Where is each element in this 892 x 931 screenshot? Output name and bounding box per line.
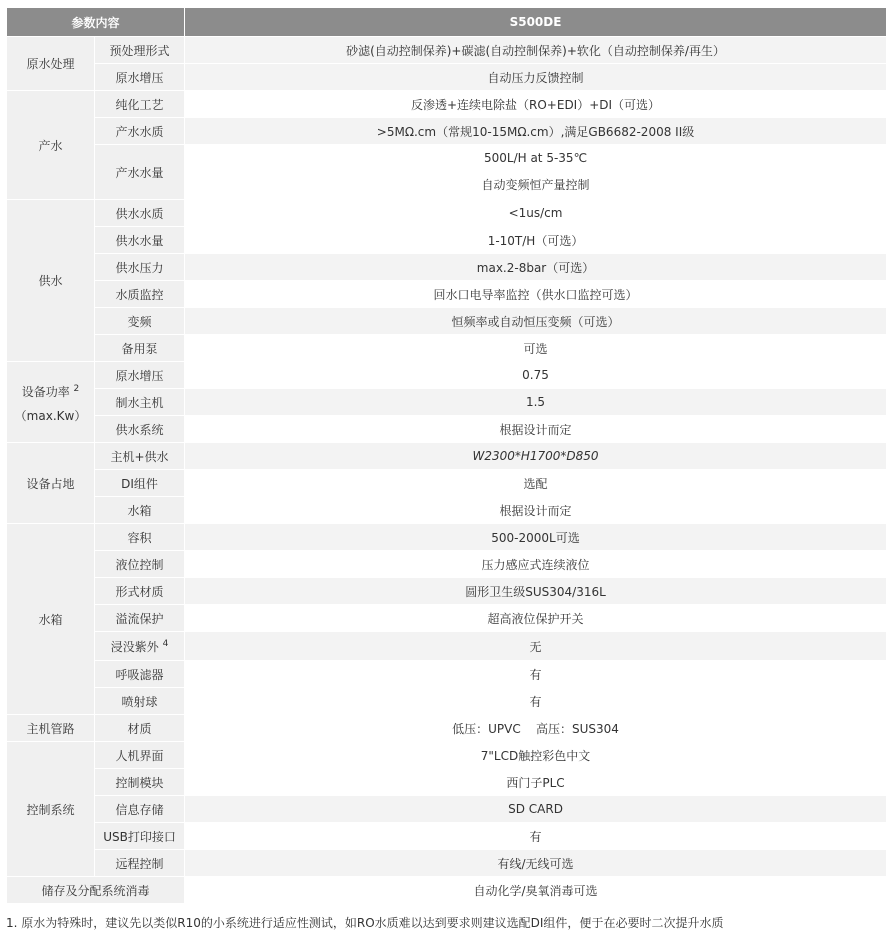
table-row: [7, 254, 887, 281]
param-value: 可选: [185, 335, 887, 362]
table-row: [7, 389, 887, 416]
header-param: 参数内容: [7, 8, 185, 37]
table-row: [7, 308, 887, 335]
param-value: >5MΩ.cm（常规10-15MΩ.cm）,满足GB6682-2008 II级: [185, 118, 887, 145]
param-name: 喷射球: [95, 688, 185, 715]
param-value-line1: 500L/H at 5-35℃: [483, 151, 588, 165]
category-production: 产水: [7, 91, 95, 200]
param-name: 远程控制: [95, 850, 185, 877]
param-value: 反渗透+连续电除盐（RO+EDI）+DI（可选）: [185, 91, 887, 118]
param-name: 液位控制: [95, 551, 185, 578]
param-name: 主机+供水: [95, 443, 185, 470]
param-name: 水箱: [95, 497, 185, 524]
table-row: [7, 470, 887, 497]
header-model: S500DE: [185, 8, 887, 37]
param-value: 恒频率或自动恒压变频（可选）: [185, 308, 887, 335]
param-value: 西门子PLC: [185, 769, 887, 796]
table-row: [7, 227, 887, 254]
param-value: 自动化学/臭氧消毒可选: [185, 877, 887, 904]
param-value: 有: [185, 661, 887, 688]
param-value: 砂滤(自动控制保养)+碳滤(自动控制保养)+软化（自动控制保养/再生）: [185, 37, 887, 64]
param-value: 根据设计而定: [185, 497, 887, 524]
param-value: 压力感应式连续液位: [185, 551, 887, 578]
param-value: 根据设计而定: [185, 416, 887, 443]
table-row: [7, 877, 887, 904]
table-row: [7, 742, 887, 769]
param-value: 自动压力反馈控制: [185, 64, 887, 91]
param-value: 有: [185, 823, 887, 850]
table-row: [7, 281, 887, 308]
param-name-text: 浸没紫外: [110, 639, 159, 654]
table-row: [7, 37, 887, 64]
param-value-line2: 自动变频恒产量控制: [481, 178, 590, 192]
param-name: 原水增压: [95, 362, 185, 389]
footnote: 1. 原水为特殊时，建议先以类似R10的小系统进行适应性测试，如RO水质难以达到要求则建议选配DI组件，便于在必要时二次提升水质: [6, 916, 724, 930]
param-value: 500-2000L可选: [185, 524, 887, 551]
table-row: [7, 524, 887, 551]
table-row: [7, 661, 887, 688]
table-row: [7, 823, 887, 850]
param-value: 7"LCD触控彩色中文: [185, 742, 887, 769]
param-name: 溢流保护: [95, 605, 185, 632]
table-row: [7, 91, 887, 118]
param-name: 信息存储: [95, 796, 185, 823]
category-piping: 主机管路: [7, 715, 95, 742]
param-value: 超高液位保护开关: [185, 605, 887, 632]
param-value: 低压：UPVC 高压：SUS304: [185, 715, 887, 742]
param-name: 纯化工艺: [95, 91, 185, 118]
param-name: 容积: [95, 524, 185, 551]
table-row: [7, 362, 887, 389]
param-name: 变频: [95, 308, 185, 335]
param-value: 1.5: [185, 389, 887, 416]
table-row: [7, 796, 887, 823]
param-name: USB打印接口: [95, 823, 185, 850]
table-row: [7, 715, 887, 742]
table-row: [7, 200, 887, 227]
param-name: 人机界面: [95, 742, 185, 769]
table-row: [7, 605, 887, 632]
param-value: 有线/无线可选: [185, 850, 887, 877]
param-value: 有: [185, 688, 887, 715]
param-value: 回水口电导率监控（供水口监控可选）: [185, 281, 887, 308]
param-value: <1us/cm: [185, 200, 887, 227]
footnote-marker: 2: [73, 383, 80, 394]
param-name: 供水水量: [95, 227, 185, 254]
param-value: W2300*H1700*D850: [185, 443, 887, 470]
category-control: 控制系统: [7, 742, 95, 877]
table-row: [7, 416, 887, 443]
category-tank: 水箱: [7, 524, 95, 715]
table-header-row: [7, 8, 887, 37]
param-name: DI组件: [95, 470, 185, 497]
table-row: [7, 850, 887, 877]
param-value: 1-10T/H（可选）: [185, 227, 887, 254]
param-value: SD CARD: [185, 796, 887, 823]
category-power-label: 设备功率: [21, 384, 70, 399]
category-footprint: 设备占地: [7, 443, 95, 524]
param-name: 原水增压: [95, 64, 185, 91]
table-row: [7, 551, 887, 578]
table-row: [7, 688, 887, 715]
param-value: 选配: [185, 470, 887, 497]
param-name: 供水系统: [95, 416, 185, 443]
param-name: 形式材质: [95, 578, 185, 605]
param-name: 制水主机: [95, 389, 185, 416]
table-row: [7, 118, 887, 145]
category-raw-water: 原水处理: [7, 37, 95, 91]
param-name: 供水水质: [95, 200, 185, 227]
spec-table: [6, 7, 887, 904]
param-name: 呼吸滤器: [95, 661, 185, 688]
table-row: [7, 335, 887, 362]
category-storage: 储存及分配系统消毒: [7, 877, 185, 904]
param-value: max.2-8bar（可选）: [185, 254, 887, 281]
category-power: [7, 362, 95, 443]
param-value: 0.75: [185, 362, 887, 389]
param-name: 产水水量: [95, 145, 185, 200]
table-row: [7, 64, 887, 91]
param-name: 备用泵: [95, 335, 185, 362]
param-name: 水质监控: [95, 281, 185, 308]
footnote-marker: 4: [162, 638, 169, 649]
table-row: [7, 443, 887, 470]
param-name: [95, 632, 185, 661]
category-power-unit: （max.Kw）: [14, 408, 87, 423]
category-supply: 供水: [7, 200, 95, 362]
table-row: [7, 145, 887, 200]
param-name: 产水水质: [95, 118, 185, 145]
param-value: 圆形卫生级SUS304/316L: [185, 578, 887, 605]
table-row: [7, 578, 887, 605]
param-name: 控制模块: [95, 769, 185, 796]
param-name: 预处理形式: [95, 37, 185, 64]
table-row: [7, 497, 887, 524]
param-value: 无: [185, 632, 887, 661]
table-row: [7, 769, 887, 796]
param-name: 供水压力: [95, 254, 185, 281]
param-name: 材质: [95, 715, 185, 742]
param-value-multi: [185, 145, 887, 200]
table-row: [7, 632, 887, 661]
